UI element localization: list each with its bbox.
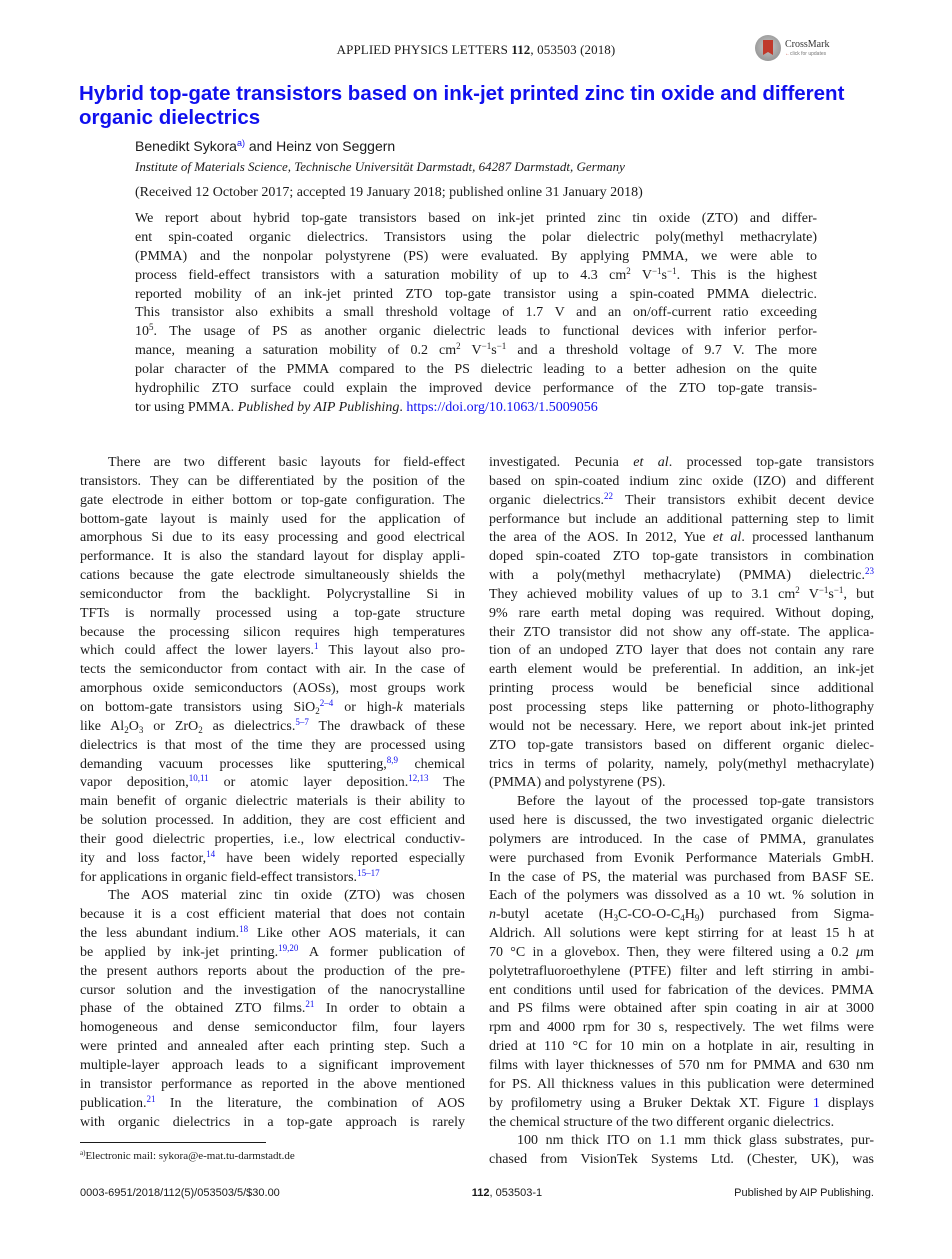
text-line: post processing steps like patterning or photo-lithography — [489, 699, 874, 715]
text-line: tion of an undoped ZTO layer that does not contain any rare — [489, 643, 874, 659]
text-line: cations because the gate electrode simultaneously shields the — [80, 568, 465, 584]
text-line: earth element would be preferential. In addition, an ink-jet — [489, 662, 874, 678]
text-line: for applications in organic field-effect transistors.$^{15-17}$ — [80, 867, 380, 885]
text-line: homogeneous and dense semiconductor film, four layers — [80, 1020, 465, 1036]
text-line: ZTO top-gate transistors based on different organic dielec- — [489, 737, 874, 753]
crossmark-title: CrossMark — [785, 38, 830, 50]
text-line: amorphous Si due to its easy processing and good electrical — [80, 530, 465, 546]
text-line: tects the semiconductor from contact with air. In the case of — [80, 662, 465, 678]
text-line: their good dielectric properties, i.e., low electrical conductiv- — [80, 831, 465, 847]
text-line: their ZTO transistor did not show any off-state. The applica- — [489, 624, 874, 640]
text-line: polar character of the PMMA compared to the PS dielectric leading to a better adhesion on the quite — [135, 362, 817, 378]
subscript: 3 — [138, 724, 144, 735]
text-line: the less abundant indium.$^{18}$ Like other AOS materials, it can — [80, 924, 465, 942]
text-line: with a poly(methyl methacrylate) (PMMA) dielectric.$^{23}$ — [489, 566, 874, 584]
abstract — [135, 210, 817, 418]
text-line: 9% rare earth metal doping was required. Without doping, — [489, 605, 874, 621]
text-line: investigated. Pecunia et al. processed top-gate transistors — [489, 455, 875, 470]
text-line: Each of the polymers was dissolved as a 10 wt. % solution in — [489, 888, 874, 904]
text-line: semiconductor from the backlight. Polycrystalline Si in — [80, 586, 465, 602]
text-line: by profilometry using a Bruker Dektak XT. Figure 1 displays — [489, 1095, 874, 1111]
text-line: The AOS material zinc tin oxide (ZTO) was chosen — [108, 888, 465, 904]
text-line: because the processing silicon requires high temperatures — [80, 624, 465, 640]
italic-text: Published by AIP Publishing — [237, 399, 400, 415]
text-line: films with layer thicknesses of 570 nm for PMMA and 630 nm — [489, 1058, 874, 1073]
superscript: −1 — [833, 584, 844, 595]
text-line: cursor solution and the investigation of the nanocrystalline — [80, 982, 465, 998]
author-name: Benedikt Sykora — [135, 138, 237, 154]
text-line: would not be necessary. Here, we report about ink-jet printed — [489, 718, 874, 734]
subscript: 2 — [124, 724, 129, 735]
italic-text: n — [489, 907, 496, 923]
journal-name: APPLIED PHYSICS LETTERS — [336, 42, 508, 57]
subscript: 4 — [680, 913, 685, 924]
text-line: multiple-layer approach leads to a significant improvement — [80, 1058, 465, 1073]
citation-link[interactable]: 1 — [314, 641, 319, 652]
text-line: and PS films were obtained after spin coating in air at 3000 — [489, 1001, 874, 1017]
superscript: −1 — [481, 341, 492, 352]
text-line: the present authors reports about the production of the pre- — [80, 963, 465, 979]
footer-publisher: Published by AIP Publishing. — [734, 1187, 874, 1199]
body-column-left — [80, 454, 465, 1132]
italic-text: et al — [633, 455, 669, 470]
text-line: (PMMA) and polystyrene (PS). — [489, 775, 666, 791]
text-line: trics in terms of polarity, namely, poly(methyl methacrylate) — [489, 756, 874, 772]
superscript: −1 — [496, 341, 507, 352]
citation-link[interactable]: 22 — [604, 490, 614, 501]
text-line: performance. It is also the standard layout for display appli- — [80, 549, 465, 565]
text-line: Aldrich. All solutions were kept stirring for at least 15 h at — [489, 926, 874, 942]
text-line: dried at 110 °C for 10 min on a hotplate in air, resulting in — [489, 1039, 874, 1055]
text-line: hydrophilic ZTO surface could explain the improved device performance of the ZTO top-gate transis- — [135, 381, 817, 397]
text-line: mance, meaning a saturation mobility of 0.2 $cm^2$ $V^{-1}s^{-1}$ and a threshold voltage of 9.7 V. The more — [135, 341, 818, 359]
text-line: They achieved mobility values of up to 3.1 $cm^2$ $V^{-1}s^{-1}$, but — [489, 584, 875, 602]
text-line: TFTs is normally processed using a top-gate structure — [80, 605, 465, 621]
text-line: were printed and annealed after each printing step. Such a — [80, 1039, 465, 1055]
text-line: polymers are introduced. In the case of PMMA, granulates — [489, 831, 874, 847]
text-line: gate electrode in either bottom or top-gate configuration. The — [80, 492, 465, 508]
text-line: amorphous oxide semiconductors (AOSs), most groups work — [80, 681, 465, 697]
citation-link[interactable]: 2–4 — [319, 697, 334, 708]
article-title: Hybrid top-gate transistors based on ink-jet printed zinc tin oxide and different organic dielectrics — [79, 82, 845, 129]
text-line: transistors. They can be differentiated by the position of the — [80, 473, 465, 489]
subscript: 2 — [198, 724, 203, 735]
footnote-text: Electronic mail: sykora@e-mat.tu-darmstadt.de — [85, 1150, 295, 1162]
text-line: be solution processed. In addition, they are cost efficient and — [80, 813, 465, 829]
superscript: −1 — [818, 584, 829, 595]
received-dates: (Received 12 October 2017; accepted 19 January 2018; published online 31 January 2018) — [135, 185, 643, 200]
text-line: the area of the AOS. In 2012, Yue et al. processed lanthanum — [489, 530, 874, 546]
subscript: 9 — [694, 913, 700, 924]
superscript: 2 — [626, 265, 631, 276]
author-footnote-link[interactable]: a) — [236, 138, 245, 148]
text-line: This transistor also exhibits a small threshold voltage of 1.7 V and an on/off-current ratio exceeding — [135, 305, 817, 321]
text-line: main benefit of organic dielectric materials is their ability to — [80, 794, 465, 810]
body-column-right — [489, 454, 874, 1170]
citation-link[interactable]: 8,9 — [386, 754, 398, 765]
text-line: (PMMA) and the nonpolar polystyrene (PS) were evaluated. By applying PMMA, we were able to — [135, 248, 817, 264]
subscript: 2 — [315, 705, 320, 716]
footnote-divider — [80, 1142, 266, 1143]
citation-link[interactable]: 14 — [206, 848, 216, 859]
text-line: organic dielectrics.$^{22}$ Their transistors exhibit decent device — [489, 490, 874, 508]
text-line: with organic dielectrics in a top-gate approach is rarely — [80, 1114, 465, 1130]
hyperlink[interactable]: 1 — [812, 1095, 820, 1111]
text-line: used here is discussed, the two investigated organic dielectric — [489, 813, 874, 829]
crossmark-subtitle: ←click for updates — [785, 50, 827, 57]
text-line: In the case of PS, the material was purchased from BASF SE. — [489, 869, 874, 885]
text-line: for PS. All thickness values in this publication were determined — [489, 1076, 874, 1092]
text-line: demanding vacuum processes like sputtering,$^{8,9}$ chemical — [80, 754, 465, 772]
text-line: in transistor performance as reported in the above mentioned — [80, 1076, 465, 1092]
text-line: 70 °C in a glovebox. Then, they were filtered using a 0.2 μm — [489, 944, 874, 960]
subscript: 3 — [613, 913, 618, 924]
text-line: based on spin-coated indium zinc oxide (IZO) and different — [489, 473, 874, 489]
citation-link[interactable]: 15–17 — [357, 867, 380, 878]
text-line: performance but include an additional patterning step to limit — [489, 511, 874, 527]
text-line: be applied by ink-jet printing.$^{19,20}$ A former publication of — [80, 942, 465, 960]
text-line: dielectrics is that most of the time they are processed using — [80, 737, 465, 753]
page-footer — [80, 1187, 874, 1199]
text-line: like $Al_2O_3$ or ZrO$_2$ as dielectrics.$^{5-7}$ The drawback of these — [80, 716, 466, 735]
text-line: process field-effect transistors with a saturation mobility of up to 4.3 $cm^2$ $V^{-1}s^{-1}$. This is the highest — [135, 265, 818, 283]
citation-link[interactable]: 21 — [146, 1093, 156, 1104]
text-line: on bottom-gate transistors using SiO$_2^{2-4}$ or high-k materials — [80, 697, 466, 716]
article-info: , 053503 (2018) — [530, 42, 616, 57]
text-line: chased from VisionTek Systems Ltd. (Chester, UK), was — [489, 1152, 874, 1168]
text-line: Before the layout of the processed top-gate transistors — [517, 794, 874, 810]
text-line: There are two different basic layouts for field-effect — [108, 455, 465, 470]
text-line: $10^5$. The usage of PS as another organic dielectric leads to functional devices with inferior perfor- — [135, 322, 817, 340]
crossmark-button[interactable] — [755, 35, 829, 61]
italic-text: μ — [856, 944, 864, 960]
author-name: Heinz von Seggern — [276, 138, 396, 154]
superscript: 2 — [795, 584, 800, 595]
text-line: were purchased from Evonik Performance Materials GmbH. — [489, 850, 874, 866]
text-line: n-butyl acetate $(H_3C-CO-O-C_4H_9)$ purchased from Sigma- — [489, 907, 874, 924]
superscript: −1 — [667, 265, 677, 276]
affiliation: Institute of Materials Science, Technische Universität Darmstadt, 64287 Darmstadt, Germany — [135, 159, 625, 174]
superscript: −1 — [651, 265, 662, 276]
text-line: because it is a cost efficient material that does not contain — [80, 907, 465, 923]
superscript: 5 — [149, 322, 154, 333]
citation-link[interactable]: 23 — [865, 566, 874, 577]
journal-volume: 112 — [511, 42, 531, 57]
citation-link[interactable]: 18 — [239, 924, 249, 935]
author-list: Benedikt Sykora$^{a)}$ and Heinz von Seggern — [135, 138, 396, 154]
text-line: the chemical structure of the two different organic dielectrics. — [489, 1114, 835, 1130]
citation-link[interactable]: 19,20 — [278, 942, 299, 953]
italic-text: k — [396, 699, 403, 715]
text-line: We report about hybrid top-gate transistors based on ink-jet printed zinc tin oxide (ZTO) and differ- — [135, 211, 817, 226]
text-line: doped spin-coated ZTO top-gate transistors in combination — [489, 549, 874, 565]
arrow-left-icon: ← — [785, 50, 790, 57]
text-line: printing process would be beneficial since additional — [489, 681, 874, 697]
text-line: vapor deposition,$^{10,11}$ or atomic layer deposition.$^{12,13}$ The — [80, 773, 465, 791]
hyperlink[interactable]: https://doi.org/10.1063/1.5009056 — [406, 399, 598, 415]
text-line: tor using PMMA. Published by AIP Publishing. https://doi.org/10.1063/1.5009056 — [135, 399, 598, 415]
text-line: which could affect the lower layers.$^1$ This layout also pro- — [80, 641, 465, 659]
text-line: publication.$^{21}$ In the literature, the combination of AOS — [80, 1093, 465, 1111]
citation-link[interactable]: 5–7 — [295, 716, 309, 727]
superscript: 2 — [456, 341, 461, 352]
italic-text: et al — [712, 530, 742, 546]
text-line: bottom-gate layout is mainly used for the application of — [80, 511, 465, 527]
text-line: 100 nm thick ITO on 1.1 mm thick glass substrates, pur- — [517, 1133, 874, 1149]
footnote — [80, 1150, 295, 1162]
text-line: phase of the obtained ZTO films.$^{21}$ In order to obtain a — [80, 999, 466, 1017]
citation-link[interactable]: 10,11 — [188, 773, 209, 784]
footnote-marker: a) — [80, 1149, 86, 1157]
citation-link[interactable]: 12,13 — [408, 773, 429, 784]
citation-link[interactable]: 21 — [305, 999, 315, 1010]
text-line: rpm and 4000 rpm for 30 s, respectively. The wet films were — [489, 1020, 874, 1036]
text-line: reported mobility of an ink-jet printed ZTO top-gate transistor using a spin-coated PMMA dielectric. — [135, 286, 817, 302]
footer-page-number: 112, 053503-1 — [471, 1187, 543, 1199]
crossmark-icon — [755, 35, 781, 61]
footer-code: 0003-6951/2018/112(5)/053503/5/$30.00 — [80, 1187, 280, 1199]
text-line: ity and loss factor,$^{14}$ have been widely reported especially — [80, 848, 465, 866]
text-line: polytetrafluoroethylene (PTFE) filter and left stirring in ambi- — [489, 963, 874, 979]
text-line: ent spin-coated organic dielectrics. Transistors using the polar dielectric poly(methyl methacrylate) — [135, 229, 817, 245]
text-line: ent conditions until used for fabrication of the devices. PMMA — [489, 982, 874, 998]
